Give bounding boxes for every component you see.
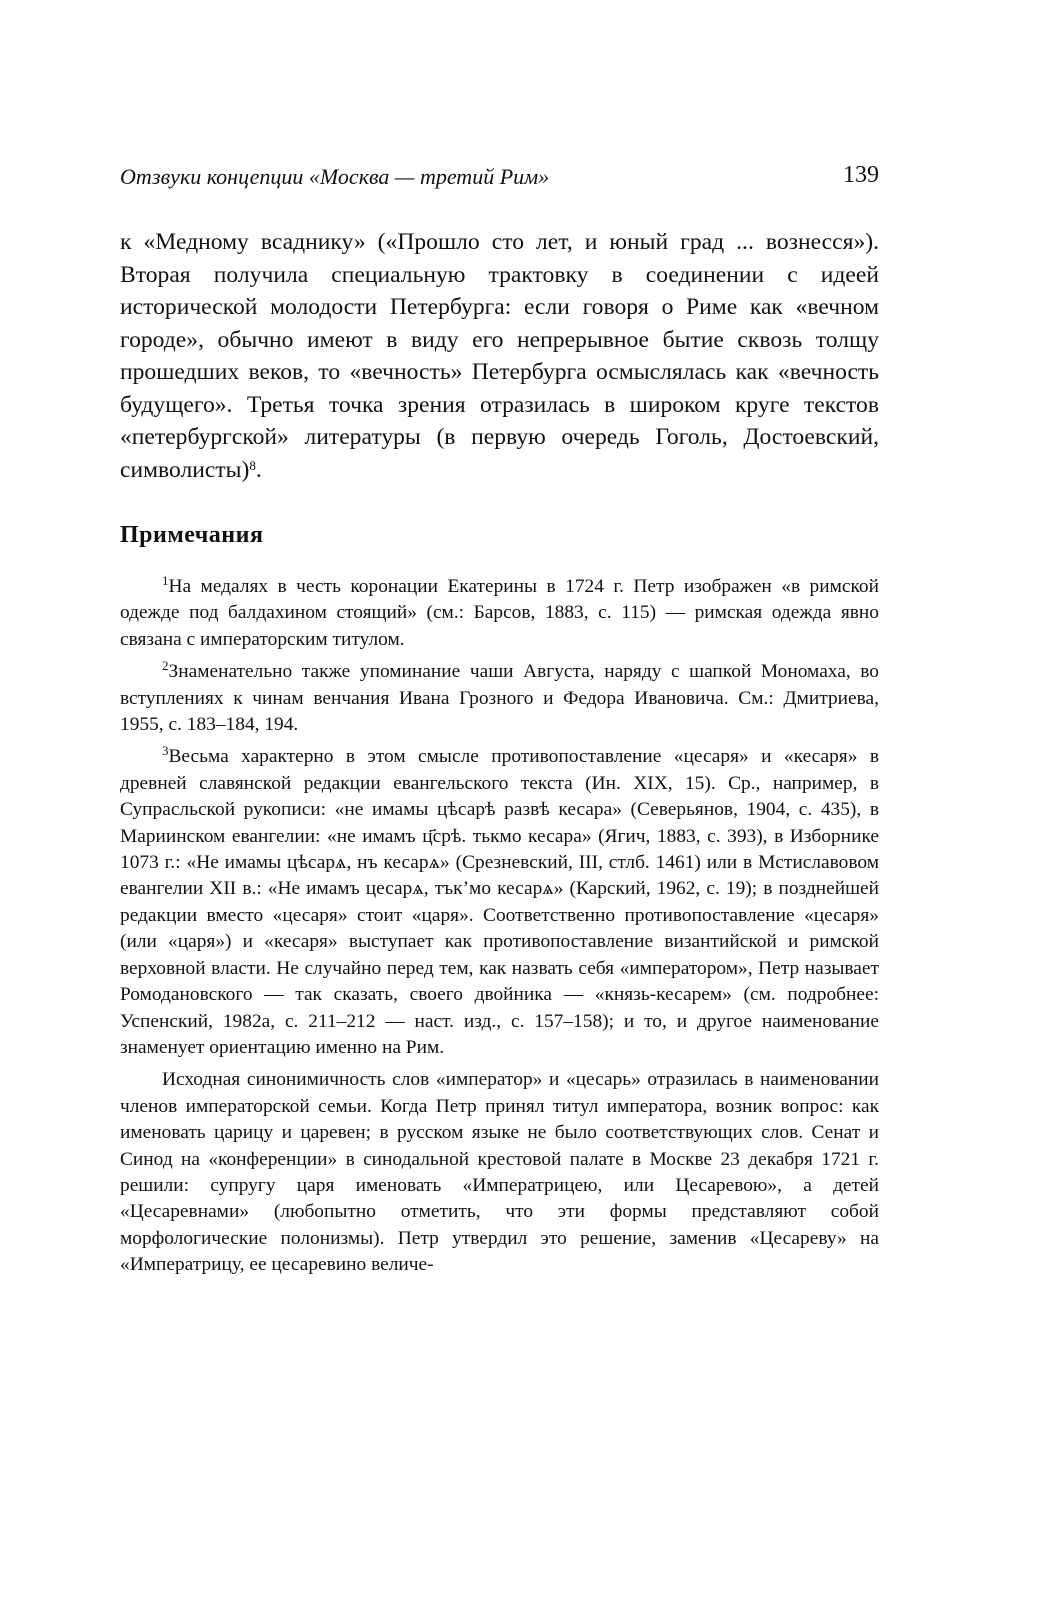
body-paragraph-end: . [255, 456, 262, 483]
note-text: Знаменательно также упоминание чаши Августа, наряду с шапкой Мономаха, во вступлениях к чинам венчания Ивана Грозного и Федора Ивановича. См.: Дмитриева, 1955, с. 183–184, 194. [120, 661, 879, 736]
note-1 [120, 574, 879, 653]
footnote-ref: 8 [249, 457, 256, 473]
body-paragraph-text: к «Медному всаднику» («Прошло сто лет, и юный град ... вознесся»). Вторая получила специальную трактовку в соединении с идеей исторической молодости Петербурга: если говоря о Риме как «вечном городе», обычно имеют в виду его непрерывное бытие сквозь толщу прошедших веков, то «вечность» Петербурга осмыслялась как «вечность будущего». Третья точка зрения отразилась в широком круге текстов «петербургской» литературы (в первую очередь Гоголь, Достоевский, символисты) [120, 229, 879, 483]
body-paragraph [120, 226, 879, 486]
note-2 [120, 659, 879, 738]
page-number: 139 [843, 162, 879, 188]
note-3-continuation: Исходная синонимичность слов «император» и «цесарь» отразилась в наименовании членов императорской семьи. Когда Петр принял титул императора, возник вопрос: как именовать царицу и царевен; в русском языке не было соответствующих слов. Сенат и Синод на «конференции» в синодальной крестовой палате в Москве 23 декабря 1721 г. решили: супругу царя именовать «Императрицею, или Цесаревою», а детей «Цесаревнами» (любопытно отметить, что эти формы представляют собой морфологические полонизмы). Петр утвердил это решение, заменив «Цесареву» на «Императрицу, ее цесаревино величе- [120, 1069, 879, 1276]
note-number: 1 [162, 573, 169, 588]
note-3 [120, 744, 879, 1061]
note-text: Весьма характерно в этом смысле противопоставление «цесаря» и «кесаря» в древней славянской редакции евангельского текста (Ин. XIX, 15). Ср., например, в Супрасльской рукописи: «не имамы цѣсарѣ развѣ кесара» (Северьянов, 1904, с. 435), в Мариинском евангелии: «не имамъ ц҃срѣ. тькмо кесара» (Ягич, 1883, с. 393), в Изборнике 1073 г.: «Не имамы цѣсарѧ, нъ кесарѧ» (Срезневский, III, стлб. 1461) или в Мстиславовом евангелии XII в.: «Не имамъ цесарѧ, тъкʼмо кесарѧ» (Карский, 1962, с. 19); в позднейшей редакции вместо «цесаря» стоит «царя». Соответственно противопоставление «цесаря» (или «царя») и «кесаря» выступает как противопоставление византийской и римской верховной власти. Не случайно перед тем, как назвать себя «императором», Петр называет Ромодановского — так сказать, своего двойника — «князь-кесарем» (см. подробнее: Успенский, 1982а, с. 211–212 — наст. изд., с. 157–158); и то, и другое наименование знаменует ориентацию именно на Рим. [120, 746, 879, 1058]
note-number: 3 [162, 743, 169, 759]
notes-section [120, 574, 879, 1279]
main-text [120, 226, 879, 486]
note-text: На медалях в честь коронации Екатерины в 1724 г. Петр изображен «в римской одежде под балдахином стоящий» (см.: Барсов, 1883, с. 115) — римская одежда явно связана с императорским титулом. [120, 576, 879, 650]
running-title: Отзвуки концепции «Москва — третий Рим» [120, 164, 550, 189]
note-number: 2 [162, 658, 169, 674]
notes-heading: Примечания [120, 522, 264, 548]
running-head [120, 160, 879, 200]
